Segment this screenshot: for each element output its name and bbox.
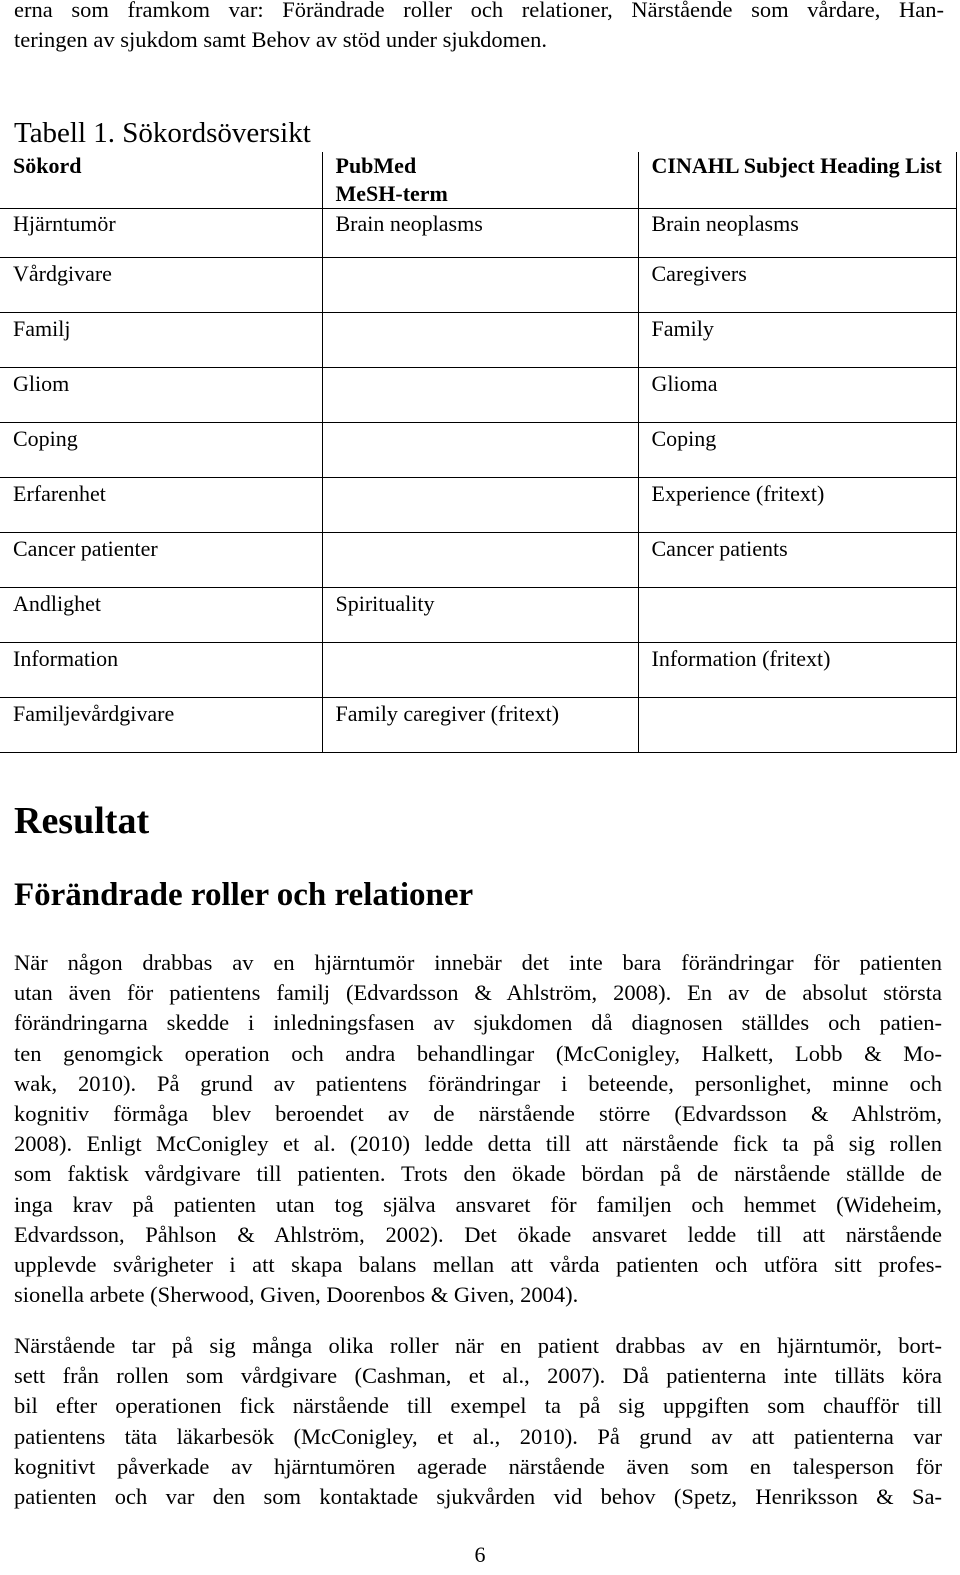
page-number: 6: [474, 1542, 486, 1567]
paragraph-line: wak, 2010). På grund av patientens förändringar i beteende, personlighet, minne och: [14, 1070, 942, 1096]
paragraph-line: förändringarna skedde i inledningsfasen av sjukdomen då diagnosen ställdes och patien-: [14, 1010, 942, 1036]
table-row: [0, 258, 956, 313]
cell-sokord: Hjärntumör: [0, 209, 322, 258]
paragraph-line: utan även för patientens familj (Edvardsson & Ahlström, 2008). En av de absolut största: [14, 980, 942, 1006]
cell-cinahl: Family: [638, 313, 956, 368]
cell-cinahl: Information (fritext): [638, 643, 956, 698]
paragraph-line: inga krav på patienten utan tog själva ansvaret för familjen och hemmet (Wideheim,: [14, 1191, 942, 1217]
cell-pubmed: Family caregiver (fritext): [322, 698, 638, 753]
cell-pubmed: [322, 258, 638, 313]
paragraph-line: sionella arbete (Sherwood, Given, Doorenbos & Given, 2004).: [14, 1282, 579, 1308]
cell-pubmed: [322, 368, 638, 423]
cell-sokord: Vårdgivare: [0, 258, 322, 313]
paragraph-line: kognitiv förmåga blev beroendet av de närstående större (Edvardsson & Ahlström,: [14, 1101, 942, 1127]
cell-cinahl: Caregivers: [638, 258, 956, 313]
table-caption: Tabell 1. Sökordsöversikt: [14, 117, 311, 149]
table-row: [0, 209, 956, 258]
cell-pubmed: [322, 423, 638, 478]
header-pubmed: [322, 152, 638, 209]
cell-pubmed: [322, 533, 638, 588]
table-header-row: [0, 152, 956, 209]
header-pubmed-line2: MeSH-term: [335, 181, 448, 206]
paragraph-2: [14, 1331, 942, 1512]
header-sokord: Sökord: [0, 152, 322, 209]
cell-sokord: Erfarenhet: [0, 478, 322, 533]
cell-cinahl: Cancer patients: [638, 533, 956, 588]
cell-pubmed: [322, 643, 638, 698]
cell-sokord: Coping: [0, 423, 322, 478]
header-cinahl: CINAHL Subject Heading List: [638, 152, 956, 209]
table-row: [0, 423, 956, 478]
intro-line: erna som framkom var: Förändrade roller och relationer, Närstående som vårdare, Han-: [14, 0, 944, 22]
cell-sokord: Cancer patienter: [0, 533, 322, 588]
cell-cinahl: Experience (fritext): [638, 478, 956, 533]
cell-sokord: Familj: [0, 313, 322, 368]
cell-cinahl: [638, 698, 956, 753]
table-row: [0, 533, 956, 588]
paragraph-line: som faktisk vårdgivare till patienten. Trots den ökade bördan på de närstående ställde de: [14, 1161, 942, 1187]
paragraph-line: kognitivt påverkade av hjärntumören agerade närstående även som en talesperson för: [14, 1453, 942, 1479]
table-row: [0, 368, 956, 423]
cell-sokord: Information: [0, 643, 322, 698]
table-row: [0, 313, 956, 368]
search-terms-table: [0, 152, 957, 753]
paragraph-line: sett från rollen som vårdgivare (Cashman, et al., 2007). Då patienterna inte tilläts köra: [14, 1363, 942, 1389]
paragraph-line: patientens täta läkarbesök (McConigley, et al., 2010). På grund av att patienterna var: [14, 1423, 942, 1449]
paragraph-line: När någon drabbas av en hjärntumör innebär det inte bara förändringar för patienten: [14, 950, 942, 975]
paragraph-line: 2008). Enligt McConigley et al. (2010) ledde detta till att närstående fick ta på sig rollen: [14, 1131, 942, 1157]
cell-pubmed: Brain neoplasms: [322, 209, 638, 258]
paragraph-line: patienten och var den som kontaktade sjukvården vid behov (Spetz, Henriksson & Sa-: [14, 1484, 942, 1510]
table-row: [0, 643, 956, 698]
header-pubmed-line1: PubMed: [335, 153, 417, 178]
cell-sokord: Familjevårdgivare: [0, 698, 322, 753]
cell-sokord: Gliom: [0, 368, 322, 423]
cell-cinahl: Coping: [638, 423, 956, 478]
cell-sokord: Andlighet: [0, 588, 322, 643]
table-row: [0, 698, 956, 753]
table-row: [0, 588, 956, 643]
paragraph-1: [14, 948, 942, 1310]
cell-pubmed: [322, 478, 638, 533]
section-heading: Resultat: [14, 800, 150, 842]
paragraph-line: bil efter operationen fick närstående till exempel ta på sig uppgiften som chaufför till: [14, 1393, 942, 1419]
cell-cinahl: [638, 588, 956, 643]
paragraph-line: ten genomgick operation och andra behandlingar (McConigley, Halkett, Lobb & Mo-: [14, 1040, 942, 1066]
intro-line: teringen av sjukdom samt Behov av stöd under sjukdomen.: [14, 27, 548, 52]
intro-text: [14, 0, 944, 55]
table-row: [0, 478, 956, 533]
cell-cinahl: Brain neoplasms: [638, 209, 956, 258]
cell-pubmed: [322, 313, 638, 368]
cell-cinahl: Glioma: [638, 368, 956, 423]
paragraph-line: upplevde svårigheter i att skapa balans mellan att vårda patienten och utföra sitt profes-: [14, 1252, 942, 1278]
paragraph-line: Närstående tar på sig många olika roller när en patient drabbas av en hjärntumör, bort-: [14, 1333, 942, 1358]
subsection-heading: Förändrade roller och relationer: [14, 877, 474, 913]
cell-pubmed: Spirituality: [322, 588, 638, 643]
paragraph-line: Edvardsson, Påhlson & Ahlström, 2002). Det ökade ansvaret ledde till att närstående: [14, 1221, 942, 1247]
